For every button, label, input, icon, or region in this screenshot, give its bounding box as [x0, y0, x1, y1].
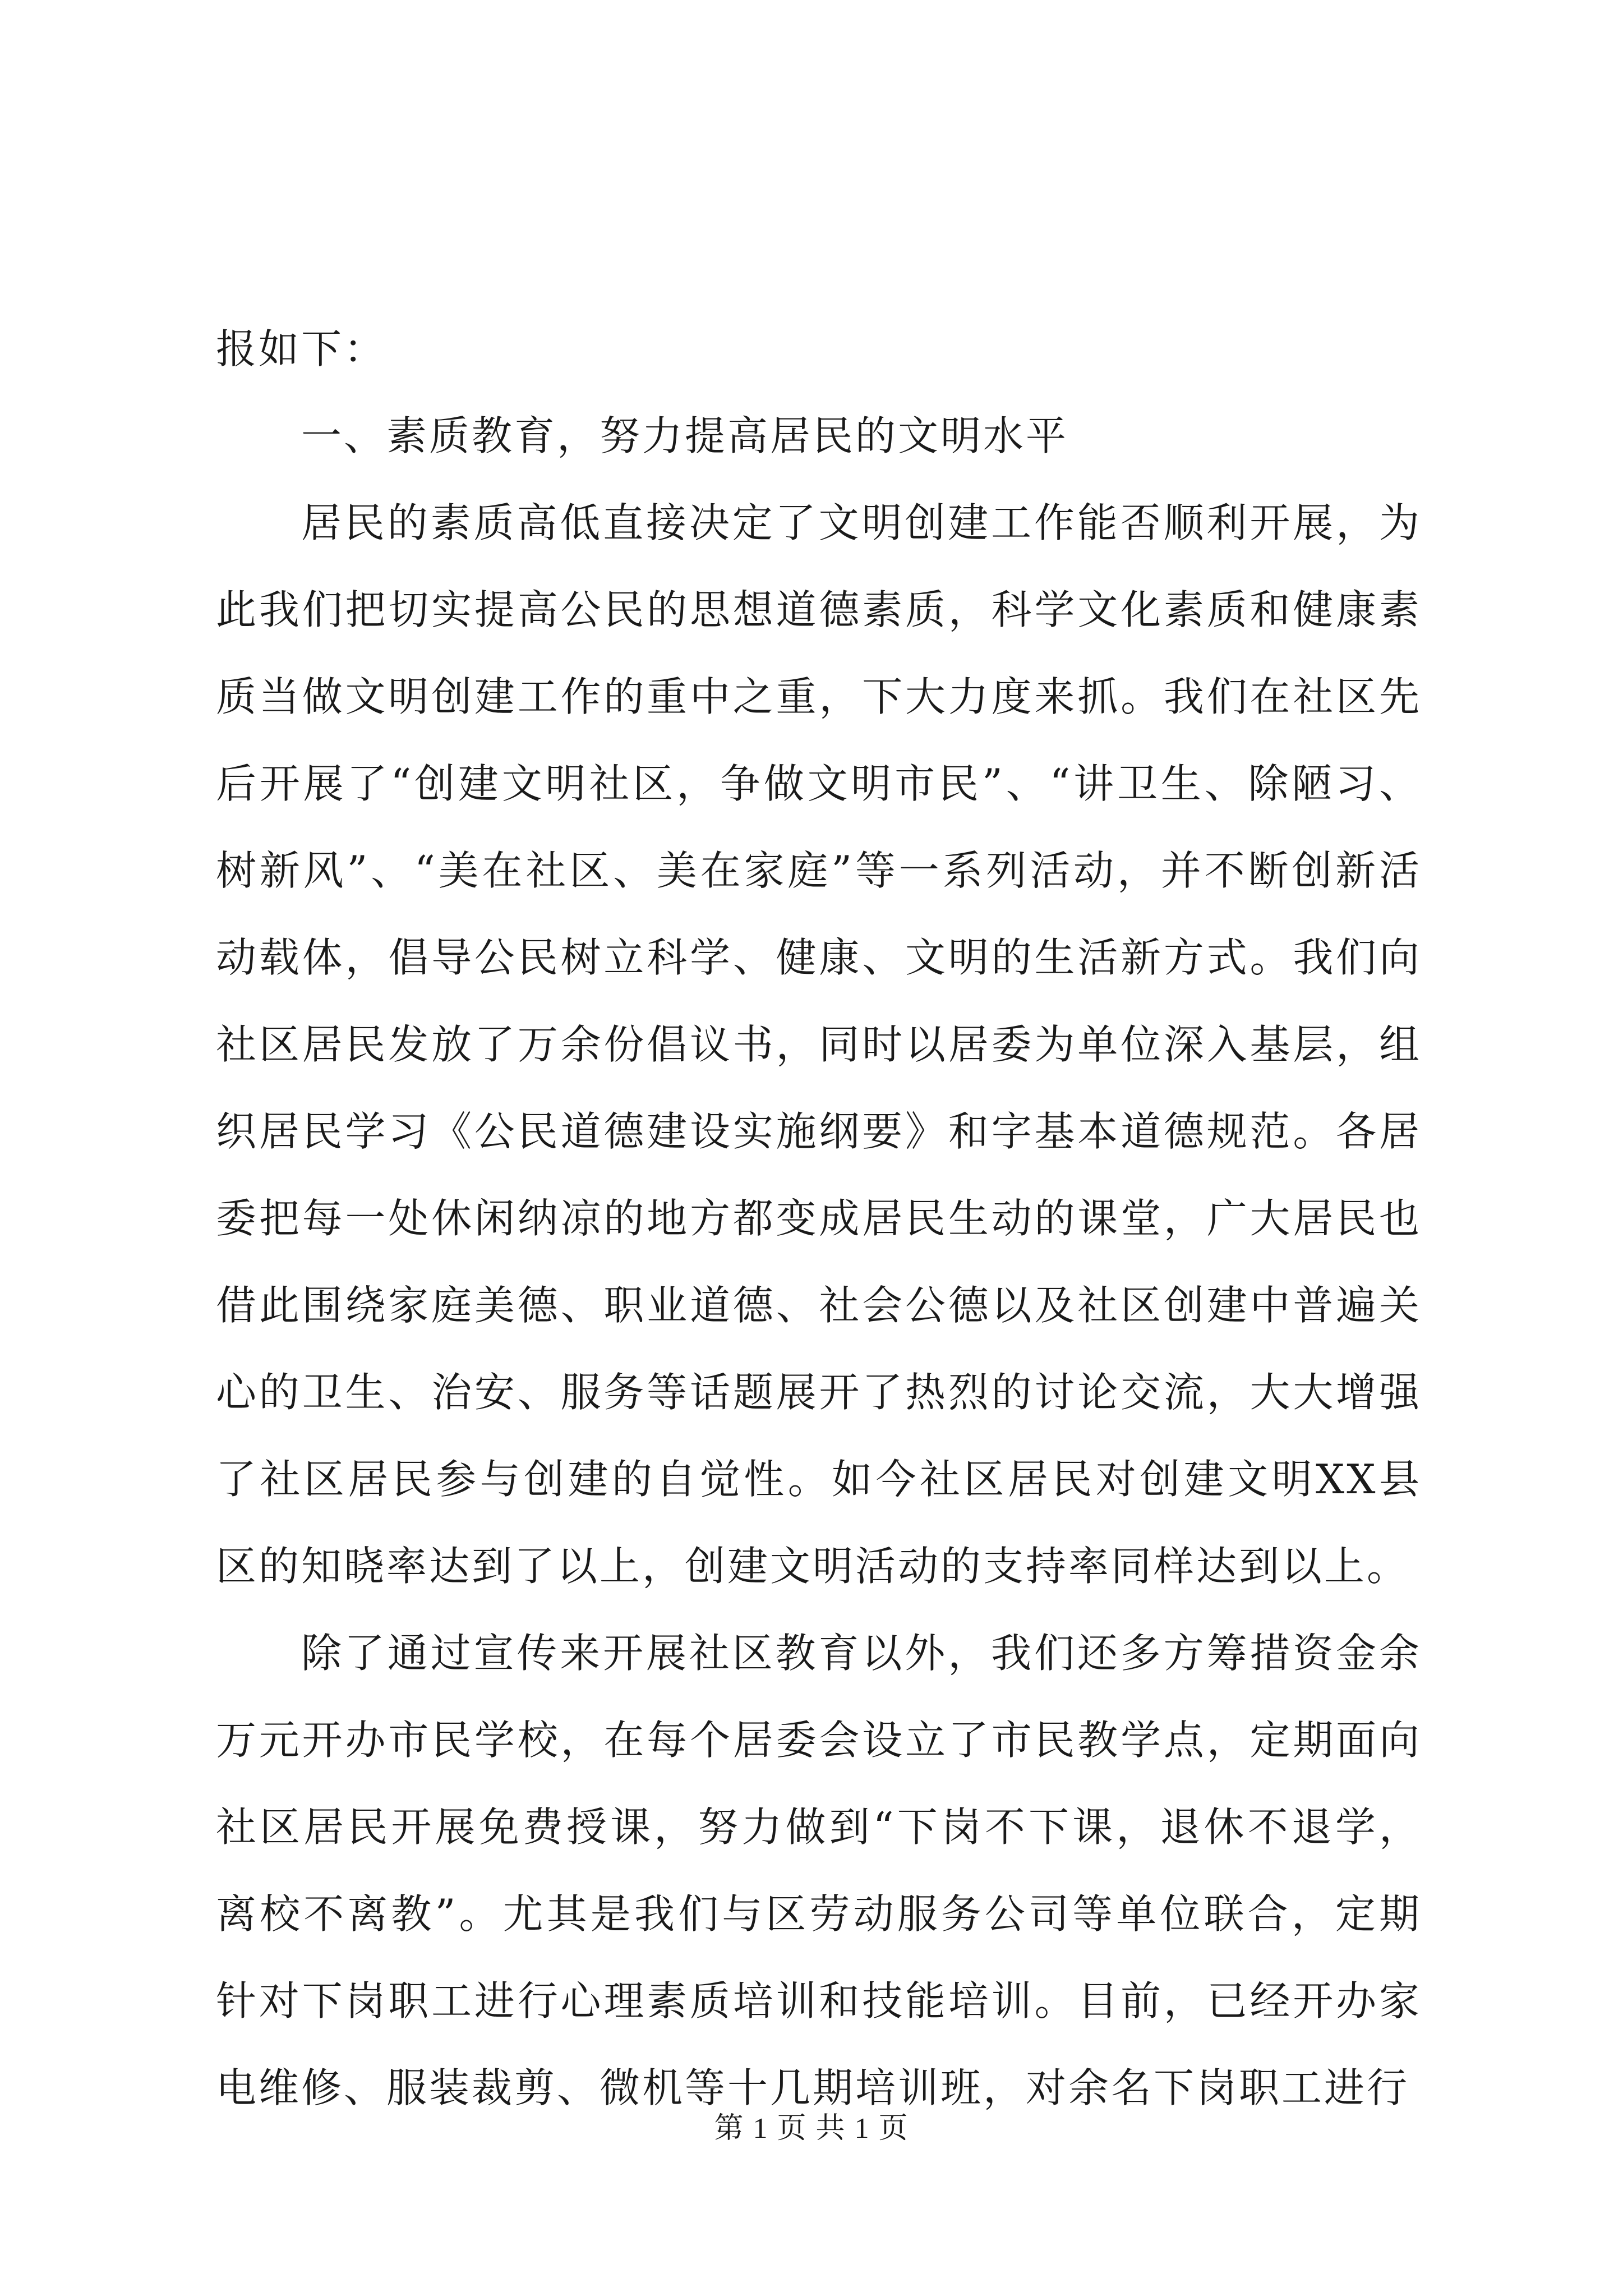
paragraph-quality-education: 居民的素质高低直接决定了文明创建工作能否顺利开展，为此我们把切实提高公民的思想道德素质，科学文化素质和健康素质当做文明创建工作的重中之重，下大力度来抓。我们在社区先后开展了“创建文明社区，争做文明市民”、“讲卫生、除陋习、树新风”、“美在社区、美在家庭”等一系列活动，并不断创新活动载体，倡导公民树立科学、健康、文明的生活新方式。我们向社区居民发放了万余份倡议书，同时以居委为单位深入基层，组织居民学习《公民道德建设实施纲要》和字基本道德规范。各居委把每一处休闲纳凉的地方都变成居民生动的课堂，广大居民也借此围绕家庭美德、职业道德、社会公德以及社区创建中普遍关心的卫生、治安、服务等话题展开了热烈的讨论交流，大大增强了社区居民参与创建的自觉性。如今社区居民对创建文明XX县区的知晓率达到了以上，创建文明活动的支持率同样达到以上。	[216, 499, 1422, 1590]
paragraph-opening: 报如下：	[216, 325, 387, 372]
section-heading: 一、素质教育，努力提高居民的文明水平	[301, 412, 1069, 459]
paragraph-community-school: 除了通过宣传来开展社区教育以外，我们还多方筹措资金余万元开办市民学校，在每个居委会设立了市民教学点，定期面向社区居民开展免费授课，努力做到“下岗不下课，退休不退学，离校不离教”。尤其是我们与区劳动服务公司等单位联合，定期针对下岗职工进行心理素质培训和技能培训。目前，已经开办家电维修、服装裁剪、微机等十几期培训班，对余名下岗职工进行	[216, 1630, 1422, 2111]
page-footer: 第 1 页 共 1 页	[714, 2113, 909, 2145]
document-body	[216, 306, 1422, 2132]
